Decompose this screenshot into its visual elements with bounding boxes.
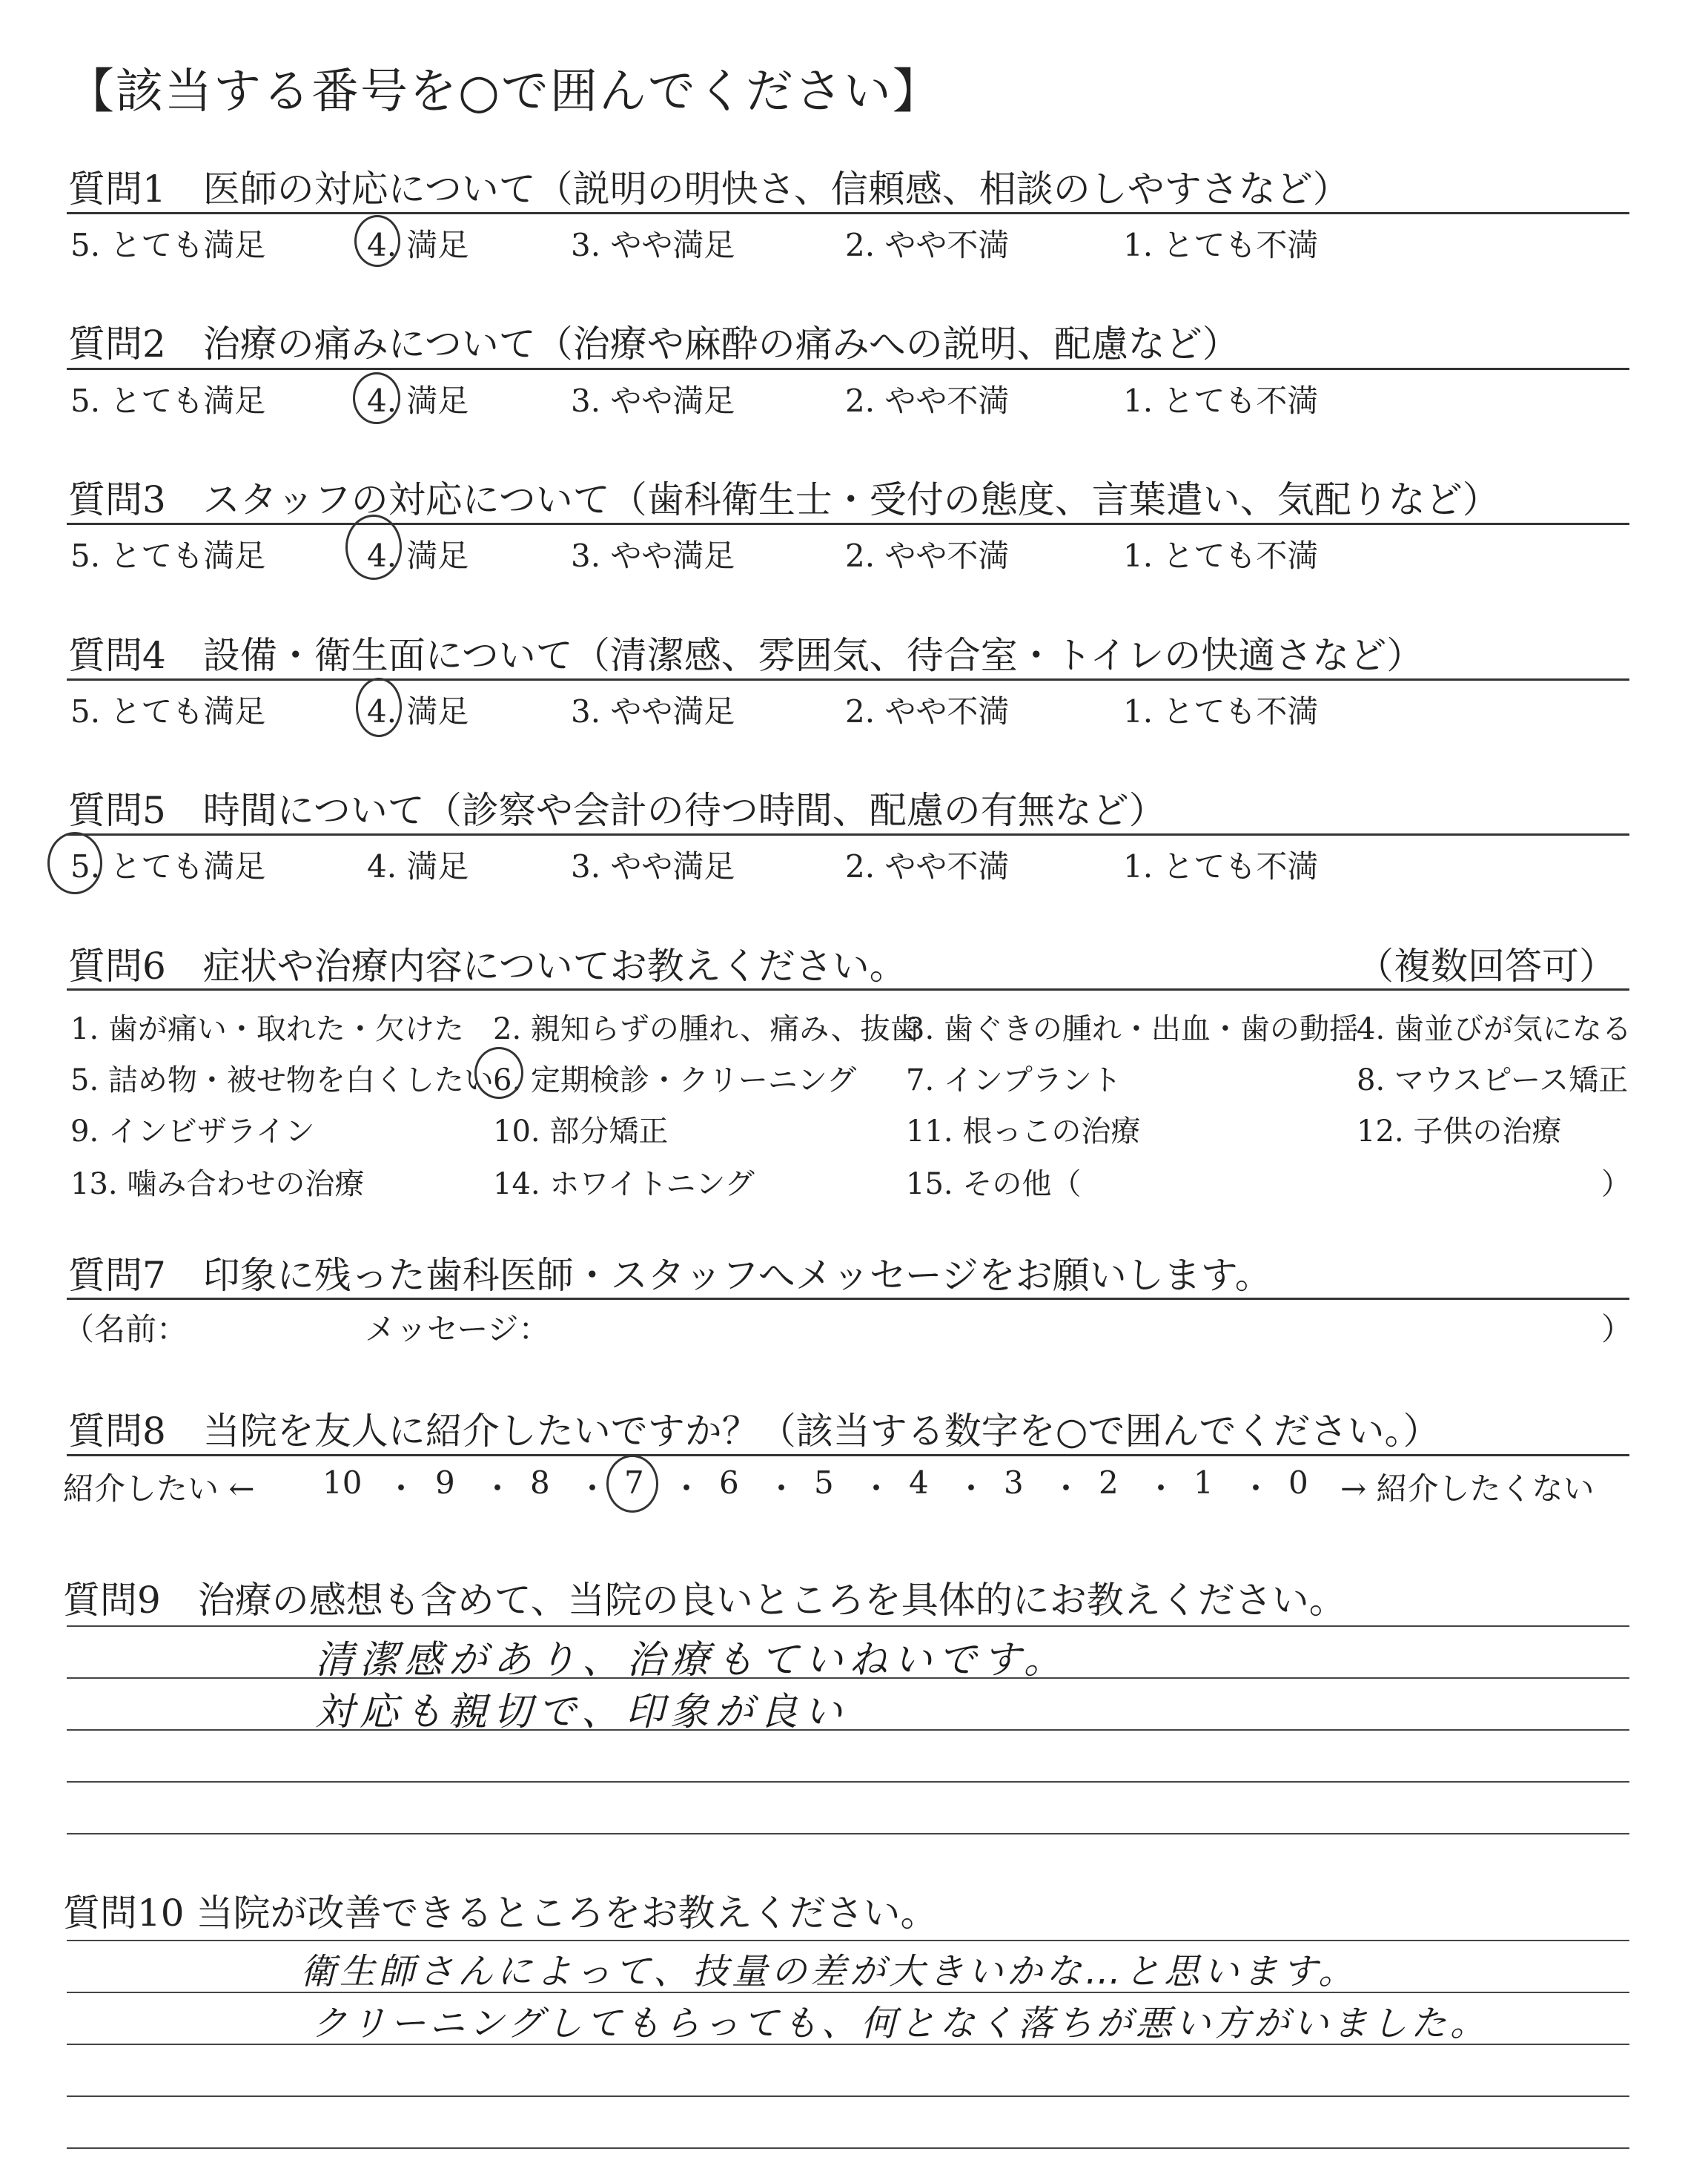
q3-option-5[interactable]: 5. とても満足 [70, 538, 266, 574]
q5-option-1[interactable]: 1. とても不満 [1123, 848, 1319, 885]
q6-option-4[interactable]: 4. 歯並びが気になる [1357, 1012, 1632, 1046]
q9-handwritten-answer-line-2: 対応も親切で、印象が良い [315, 1690, 848, 1734]
q8-scale-4[interactable]: 4 [909, 1464, 929, 1501]
q8-scale-dot: ・ [671, 1470, 703, 1507]
question-10-title: 質問10 当院が改善できるところをお教えください。 [63, 1892, 938, 1935]
q8-scale-dot: ・ [1145, 1470, 1177, 1507]
q6-option-8[interactable]: 8. マウスピース矯正 [1357, 1063, 1629, 1097]
q8-scale-dot: ・ [1240, 1470, 1272, 1507]
q3-option-2[interactable]: 2. やや不満 [845, 538, 1010, 574]
q2-option-1[interactable]: 1. とても不満 [1123, 383, 1319, 419]
q2-option-4[interactable]: 4. 満足 [367, 383, 469, 419]
answer-line [67, 1833, 1629, 1834]
q8-scale-dot: ・ [385, 1470, 417, 1507]
q6-other-close-paren: ） [1601, 1167, 1631, 1201]
q1-option-5[interactable]: 5. とても満足 [70, 227, 266, 263]
q8-scale-6[interactable]: 6 [719, 1464, 739, 1501]
q5-option-3[interactable]: 3. やや満足 [571, 848, 735, 885]
q2-option-2[interactable]: 2. やや不満 [845, 383, 1010, 419]
q6-option-14[interactable]: 14. ホワイトニング [493, 1167, 755, 1201]
q4-option-3[interactable]: 3. やや満足 [571, 693, 735, 730]
divider [67, 1454, 1629, 1456]
question-9-title: 質問9 治療の感想も含めて、当院の良いところを具体的にお教えください。 [63, 1579, 1346, 1622]
q10-handwritten-answer-line-1: 衛生師さんによって、技量の差が大きいかな…と思います。 [300, 1951, 1358, 1992]
q4-option-4[interactable]: 4. 満足 [367, 693, 469, 730]
q4-option-5[interactable]: 5. とても満足 [70, 693, 266, 730]
q8-scale-7[interactable]: 7 [624, 1464, 644, 1501]
q8-scale-9[interactable]: 9 [435, 1464, 455, 1501]
q6-option-6[interactable]: 6. 定期検診・クリーニング [493, 1063, 857, 1097]
divider [67, 1298, 1629, 1300]
q3-option-3[interactable]: 3. やや満足 [571, 538, 735, 574]
q8-scale-dot: ・ [766, 1470, 798, 1507]
q6-option-13[interactable]: 13. 噛み合わせの治療 [70, 1167, 365, 1201]
question-8-title: 質問8 当院を友人に紹介したいですか？（該当する数字を○で囲んでください。） [68, 1410, 1440, 1453]
q6-option-1[interactable]: 1. 歯が痛い・取れた・欠けた [70, 1012, 464, 1046]
q2-option-3[interactable]: 3. やや満足 [571, 383, 735, 419]
form-instruction-title: 【該当する番号を○で囲んでください】 [67, 65, 941, 119]
q8-scale-0[interactable]: 0 [1288, 1464, 1308, 1501]
q1-option-1[interactable]: 1. とても不満 [1123, 227, 1319, 263]
q7-message-label: メッセージ： [365, 1311, 550, 1347]
q6-option-2[interactable]: 2. 親知らずの腫れ、痛み、抜歯 [493, 1012, 920, 1046]
answer-line [67, 1781, 1629, 1783]
q8-scale-dot: ・ [956, 1470, 987, 1507]
answer-line [67, 1729, 1629, 1731]
q4-option-1[interactable]: 1. とても不満 [1123, 693, 1319, 730]
q8-scale-dot: ・ [482, 1470, 514, 1507]
answer-line [67, 2147, 1629, 2149]
q6-option-9[interactable]: 9. インビザライン [70, 1114, 315, 1149]
question-4-title: 質問4 設備・衛生面について（清潔感、雰囲気、待合室・トイレの快適さなど） [68, 634, 1424, 677]
q8-scale-dot: ・ [861, 1470, 893, 1507]
divider [67, 833, 1629, 836]
q8-scale-8[interactable]: 8 [530, 1464, 550, 1501]
divider [67, 523, 1629, 525]
q8-scale-10[interactable]: 10 [322, 1464, 363, 1501]
q1-option-2[interactable]: 2. やや不満 [845, 227, 1010, 263]
q6-option-10[interactable]: 10. 部分矯正 [493, 1114, 669, 1149]
question-7-title: 質問7 印象に残った歯科医師・スタッフへメッセージをお願いします。 [68, 1254, 1272, 1297]
answer-line [67, 1625, 1629, 1627]
divider [67, 988, 1629, 991]
q4-option-2[interactable]: 2. やや不満 [845, 693, 1010, 730]
answer-line [67, 2095, 1629, 2097]
q9-handwritten-answer-line-1: 清潔感があり、治療もていねいです。 [315, 1638, 1068, 1682]
divider [67, 678, 1629, 681]
q8-scale-2[interactable]: 2 [1099, 1464, 1119, 1501]
q6-option-11[interactable]: 11. 根っこの治療 [906, 1114, 1141, 1149]
question-6-multiple-note: （複数回答可） [1357, 945, 1616, 988]
q5-option-5[interactable]: 5. とても満足 [70, 848, 266, 885]
q8-left-label: 紹介したい ← [63, 1470, 255, 1507]
question-1-title: 質問1 医師の対応について（説明の明快さ、信頼感、相談のしやすさなど） [68, 168, 1350, 211]
q8-scale-dot: ・ [577, 1470, 609, 1507]
q8-scale-dot: ・ [1050, 1470, 1082, 1507]
q1-option-4[interactable]: 4. 満足 [367, 227, 469, 263]
q6-option-5[interactable]: 5. 詰め物・被せ物を白くしたい [70, 1063, 494, 1097]
question-6-title: 質問6 症状や治療内容についてお教えください。 [68, 945, 907, 988]
question-2-title: 質問2 治療の痛みについて（治療や麻酔の痛みへの説明、配慮など） [68, 323, 1239, 366]
q3-option-4[interactable]: 4. 満足 [367, 538, 469, 574]
q7-close-paren: ） [1601, 1311, 1633, 1347]
q8-right-label: → 紹介したくない [1340, 1470, 1595, 1507]
q6-option-3[interactable]: 3. 歯ぐきの腫れ・出血・歯の動揺 [906, 1012, 1359, 1046]
answer-line [67, 1940, 1629, 1941]
q6-option-12[interactable]: 12. 子供の治療 [1357, 1114, 1562, 1149]
question-5-title: 質問5 時間について（診察や会計の待つ時間、配慮の有無など） [68, 789, 1166, 832]
q10-handwritten-answer-line-2: クリーニングしてもらっても、何となく落ちが悪い方がいました。 [311, 2003, 1490, 2044]
q3-option-1[interactable]: 1. とても不満 [1123, 538, 1319, 574]
q5-option-4[interactable]: 4. 満足 [367, 848, 469, 885]
q2-option-5[interactable]: 5. とても満足 [70, 383, 266, 419]
q8-scale-1[interactable]: 1 [1194, 1464, 1214, 1501]
q7-name-label: （名前： [63, 1311, 188, 1347]
q5-option-2[interactable]: 2. やや不満 [845, 848, 1010, 885]
q8-scale-5[interactable]: 5 [814, 1464, 834, 1501]
q1-option-3[interactable]: 3. やや満足 [571, 227, 735, 263]
question-3-title: 質問3 スタッフの対応について（歯科衛生士・受付の態度、言葉遣い、気配りなど） [68, 478, 1500, 521]
q8-scale-3[interactable]: 3 [1004, 1464, 1024, 1501]
q6-option-7[interactable]: 7. インプラント [906, 1063, 1122, 1097]
q6-option-15[interactable]: 15. その他（ [906, 1167, 1082, 1201]
divider [67, 368, 1629, 370]
divider [67, 212, 1629, 214]
